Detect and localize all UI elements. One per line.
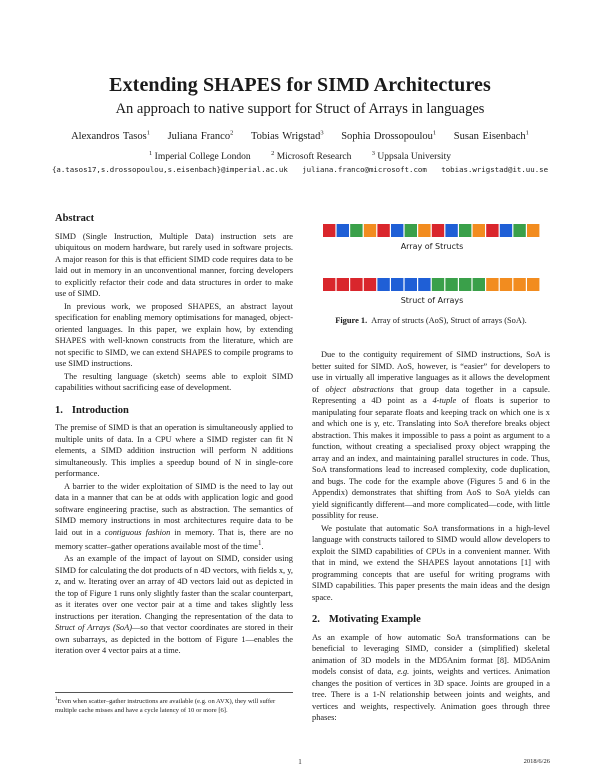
left-column <box>55 213 293 658</box>
figure-caption: Figure 1. Array of structs (AoS), Struct of arrays (SoA). <box>335 316 527 325</box>
abstract-paragraph: SIMD (Single Instruction, Multiple Data) instruction sets are ubiquitous on modern hardware, but rarely used in software projects. A major reason for this is that efficient SIMD code requires data to be laid out in memory in an unconventional manner, forcing developers to explicitly refactor their code and data structures in order to make use of SIMD. <box>55 231 293 298</box>
soa-cell-w <box>486 278 498 291</box>
affiliation: $^2$ Microsoft Research <box>271 150 352 163</box>
body-paragraph: As an example of how automatic SoA transformations can be beneficial to leveraging SIMD, consider a (simplified) skeletal animation of 3D models in the MD5Anim format [8]. MD5Anim models consist of data, e.g. joints, weights and vertices. Animation changes the position of vertices in 3D space. Joints are grouped in a tree. There is a 1-N relationship between joints and weights, and vertices and weights, respectively. Animation goes through three phases: <box>312 632 551 722</box>
author: Juliana Franco$^2$ <box>167 129 234 142</box>
aos-label: Array of Structs <box>400 242 464 251</box>
intro-paragraph: A barrier to the wider exploitation of SIMD is the need to lay out data in a manner that can be at odds with application logic and good software engineering practise, such as abstraction. The semantics of SIMD memory instructions in most architectures require data to be laid out in a contiguous fashion in memory. That is, there are no memory scatter–gather operations available most of the time$^1$. <box>55 481 294 551</box>
aos-cell-y <box>391 224 403 237</box>
email: tobias.wrigstad@it.uu.se <box>441 165 549 174</box>
soa-cell-x <box>350 278 362 291</box>
footnote: $^1$Even when scatter–gather instructions are available (e.g. on AVX), they will suffer multiple cache misses and have a cycle latency of 10 or more [6]. <box>55 692 293 716</box>
soa-cell-y <box>391 278 403 291</box>
soa-cell-y <box>405 278 417 291</box>
section-heading-introduction: 1. Introduction <box>55 404 129 416</box>
aos-cell-x <box>377 224 389 237</box>
aos-cell-w <box>473 224 485 237</box>
soa-label: Struct of Arrays <box>400 296 464 305</box>
author: Susan Eisenbach$^1$ <box>453 129 529 142</box>
soa-cell-w <box>527 278 539 291</box>
affiliation: $^3$ Uppsala University <box>371 150 451 163</box>
aos-cell-z <box>513 224 525 237</box>
intro-paragraph: The premise of SIMD is that an operation is simultaneously applied to multiple units of data. In a CPU where a SIMD register can fit N elements, a SIMD addition instruction will perform N additions simultaneously. This implies a speedup bound of N in single-core performance. <box>55 423 293 478</box>
email: juliana.franco@microsoft.com <box>302 165 427 174</box>
soa-cell-z <box>473 278 485 291</box>
abstract-heading: Abstract <box>55 213 95 224</box>
aos-cell-w <box>527 224 539 237</box>
author: Tobias Wrigstad$^3$ <box>250 129 324 142</box>
aos-cell-w <box>418 224 430 237</box>
aos-cell-y <box>500 224 512 237</box>
soa-cell-z <box>432 278 444 291</box>
aos-cell-x <box>432 224 444 237</box>
aos-cell-y <box>445 224 457 237</box>
soa-cell-x <box>337 278 349 291</box>
body-paragraph: Due to the contiguity requirement of SIMD instructions, SoA is better suited for SIMD. AoS, however, is “easier” for developers to use in virtually all imperative languages as it allows the development of object abstractions that group data together in a capsule. Representing a 4D point as a 4-tuple of floats is superior to manipulating four separate floats and keeping track on which one is x and which one is y, etc. Translating into SoA therefore breaks object abstraction. This makes it impossible to pass a point as argument to a function, without creating a specialised proxy object wrapping the array and an index, and maintaining parallel structures in code. Thus, SoA transformations lead to increased complexity, code duplication, and bugs. The code for the example above (Figures 5 and 6 in the Appendix) demonstrates that shifting from AoS to SoA yields can yield significantly different—and more complicated—code, with little possiblity for reuse. <box>312 350 550 520</box>
page-date: 2018/6/26 <box>523 758 550 765</box>
abstract-paragraph: The resulting language (sketch) seems able to exploit SIMD capabilities without sacrificing ease of development. <box>55 371 293 392</box>
email: {a.tasos17,s.drossopoulou,s.eisenbach}@imperial.ac.uk <box>51 165 288 174</box>
body-paragraph: We postulate that automatic SoA transformations in a high-level language with constructs tailored to SIMD would allow developers to exploit the SIMD capabilities of CPUs in a convenient manner. With that in mind, we extend the SHAPES layout annotations [1] with programming concepts that are useful for writing programs with SIMD capabilities. This paper presents the main ideas and the design space. <box>312 523 550 602</box>
soa-cell-w <box>500 278 512 291</box>
aos-soa-diagram <box>321 219 543 309</box>
figure-1 <box>312 219 550 326</box>
email-list <box>0 165 600 174</box>
paper-subtitle: An approach to native support for Struct of Arrays in languages <box>115 101 485 117</box>
affiliation: $^1$ Imperial College London <box>149 150 251 163</box>
author-list <box>0 129 600 142</box>
right-column <box>312 349 550 725</box>
soa-cell-z <box>445 278 457 291</box>
soa-cell-z <box>459 278 471 291</box>
page-number: 1 <box>298 758 302 766</box>
author: Sophia Drossopoulou$^1$ <box>341 129 437 142</box>
soa-cell-w <box>513 278 525 291</box>
aos-cell-x <box>486 224 498 237</box>
aos-cell-z <box>350 224 362 237</box>
soa-cell-x <box>364 278 376 291</box>
paper-title: Extending SHAPES for SIMD Architectures <box>109 74 491 96</box>
aos-cell-z <box>459 224 471 237</box>
aos-cell-w <box>364 224 376 237</box>
abstract-paragraph: In previous work, we proposed SHAPES, an abstract layout specification for enabling memory optimisations for managed, object-oriented languages. In this paper, we explain how, by extending SHAPES with well-known constructs from the literature, which are not specific to SIMD, we can extend SHAPES to compile programs to use SIMD instructions. <box>55 301 293 368</box>
aos-row <box>323 224 539 237</box>
soa-cell-x <box>323 278 335 291</box>
author: Alexandros Tasos$^1$ <box>71 129 150 142</box>
soa-cell-y <box>418 278 430 291</box>
aos-cell-y <box>337 224 349 237</box>
aos-cell-x <box>323 224 335 237</box>
section-heading-motivating-example: 2. Motivating Example <box>312 614 421 625</box>
affiliation-list <box>0 150 600 162</box>
intro-paragraph: As an example of the impact of layout on SIMD, consider using SIMD for calculating the dot products of n 4D vectors, with fields x, y, z, and w. Iterating over an array of 4D vectors laid out as depicted in the top of Figure 1 runs only slightly faster than the scalar counterpart, as it iterates over one vector pair at a time and takes slightly less instructions per iteration. Changing the representation of the data to Struct of Arrays (SoA)—so that vector coordinates are stored in their own subarrays, as depicted in the bottom of Figure 1—enables the iteration over 4 vector pairs at a time. <box>55 554 293 656</box>
footnote-marker[interactable]: 1 <box>258 539 262 547</box>
soa-row <box>323 278 539 291</box>
soa-cell-y <box>377 278 389 291</box>
aos-cell-z <box>405 224 417 237</box>
